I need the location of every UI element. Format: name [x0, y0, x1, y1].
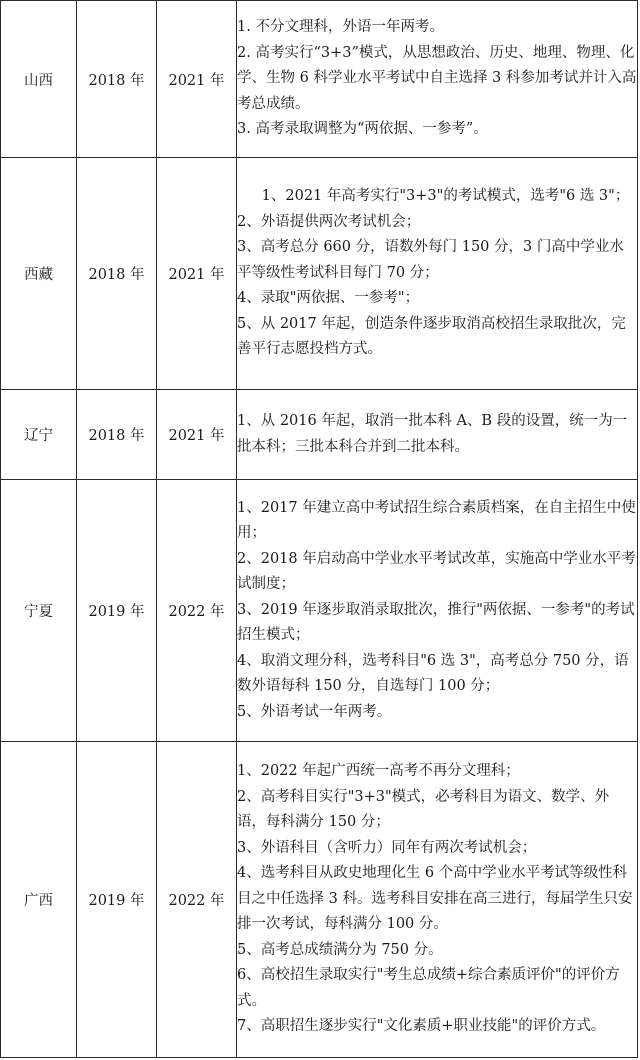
description-line: 2、2018 年启动高中学业水平考试改革，实施高中学业水平考试制度；	[237, 550, 636, 593]
description-line: 5、高考总成绩满分为 750 分。	[237, 941, 443, 958]
table-row	[1, 480, 638, 742]
description-line: 1、从 2016 年起，取消一批本科 A、B 段的设置，统一为一批本科；三批本科合并到二批本科。	[237, 413, 628, 455]
description-line: 3、高考总分 660 分，语数外每门 150 分，3 门高中学业水平等级性考试科目每门 70 分；	[237, 239, 624, 281]
description-cell	[237, 158, 638, 390]
description-line: 6、高校招生录取实行"考生总成绩+综合素质评价"的评价方式。	[237, 967, 620, 1009]
implement-year-cell: 2022 年	[157, 742, 237, 1058]
start-year-cell: 2018 年	[77, 158, 157, 390]
description-line: 7、高职招生逐步实行"文化素质+职业技能"的评价方式。	[237, 1018, 606, 1035]
province-cell: 宁夏	[1, 480, 77, 742]
description-line: 5、外语考试一年两考。	[237, 703, 392, 720]
description-line: 4、取消文理分科，选考科目"6 选 3"，高考总分 750 分，语数外语每科 150 分，自选每门 100 分；	[237, 652, 629, 695]
description-cell	[237, 390, 638, 480]
description-line: 5、从 2017 年起，创造条件逐步取消高校招生录取批次，完善平行志愿投档方式。	[237, 315, 626, 358]
start-year-cell: 2018 年	[77, 1, 157, 158]
table-row	[1, 390, 638, 480]
implement-year-cell: 2021 年	[157, 1, 237, 158]
description-line: 4、录取"两依据、一参考"；	[237, 290, 420, 307]
description-line: 3、2019 年逐步取消录取批次，推行"两依据、一参考"的考试招生模式；	[237, 601, 635, 644]
start-year-cell: 2019 年	[77, 742, 157, 1058]
description-line: 1、2017 年建立高中考试招生综合素质档案，在自主招生中使用；	[237, 499, 636, 542]
description-line: 1. 不分文理科，外语一年两考。	[237, 19, 444, 36]
table-row	[1, 1, 638, 158]
description-line: 2. 高考实行“3+3”模式，从思想政治、历史、地理、物理、化学、生物 6 科学业水平考试中自主选择 3 科参加考试并计入高考总成绩。	[237, 44, 637, 112]
table-row	[1, 158, 638, 390]
start-year-cell: 2018 年	[77, 390, 157, 480]
province-cell: 广西	[1, 742, 77, 1058]
province-cell: 辽宁	[1, 390, 77, 480]
description-cell	[237, 1, 638, 158]
description-line: 2、外语提供两次考试机会；	[237, 213, 421, 230]
description-line: 3、外语科目（含听力）同年有两次考试机会；	[237, 839, 537, 856]
description-line: 3. 高考录取调整为“两依据、一参考”。	[237, 121, 488, 138]
description-line: 2、高考科目实行"3+3"模式，必考科目为语文、数学、外语，每科满分 150 分；	[237, 788, 610, 831]
description-line: 4、选考科目从政史地理化生 6 个高中学业水平考试等级性科目之中任选择 3 科。选考科目安排在高三进行，每届学生只安排一次考试，每科满分 100 分。	[237, 865, 633, 933]
description-line: 1、2022 年起广西统一高考不再分文理科；	[237, 763, 520, 780]
description-cell	[237, 480, 638, 742]
description-cell	[237, 742, 638, 1058]
description-line: 1、2021 年高考实行"3+3"的考试模式，选考"6 选 3"；	[261, 188, 630, 205]
province-cell: 山西	[1, 1, 77, 158]
implement-year-cell: 2021 年	[157, 158, 237, 390]
implement-year-cell: 2021 年	[157, 390, 237, 480]
province-cell: 西藏	[1, 158, 77, 390]
table-row	[1, 742, 638, 1058]
start-year-cell: 2019 年	[77, 480, 157, 742]
implement-year-cell: 2022 年	[157, 480, 237, 742]
